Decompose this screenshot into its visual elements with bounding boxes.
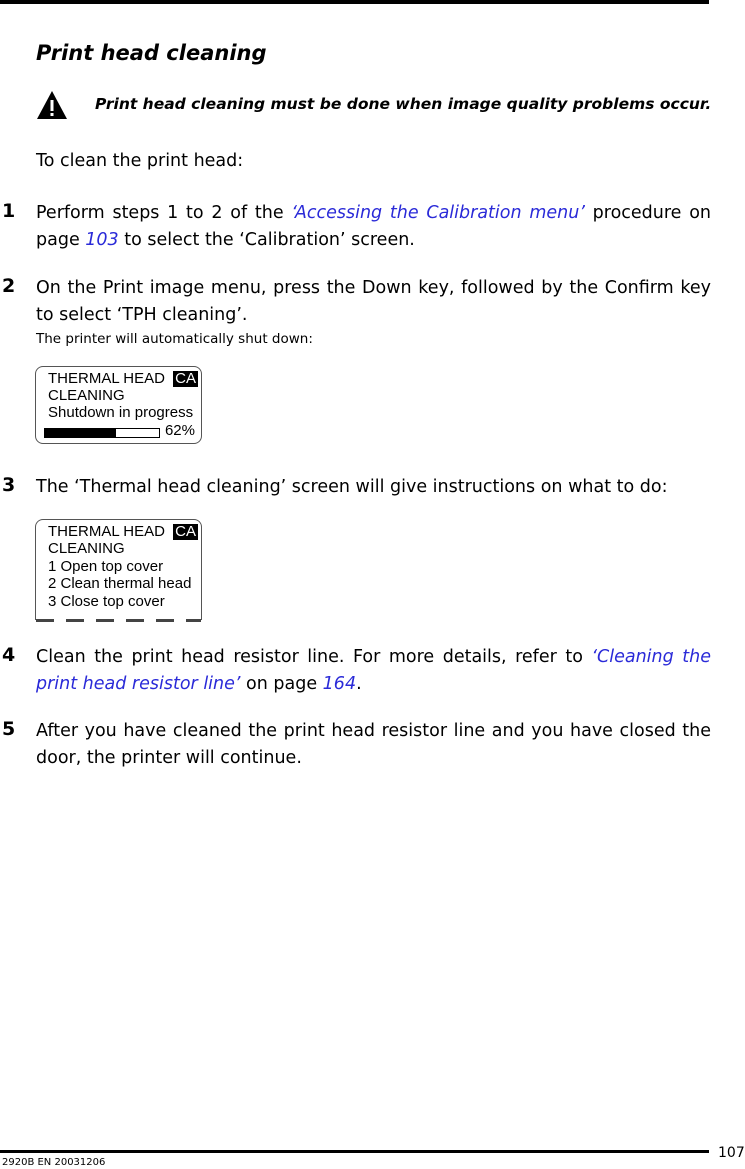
page-title: Print head cleaning [36, 41, 267, 65]
step-text-part: on page [240, 674, 323, 694]
step-text-part: Clean the print head resistor line. For more details, refer to [36, 647, 592, 667]
warning-text: Print head cleaning must be done when image quality problems occur. [95, 95, 712, 113]
lcd-line: THERMAL HEAD [48, 523, 165, 540]
step-text-part: Perform steps 1 to 2 of the [36, 203, 292, 223]
step-text-part: procedure on page [36, 203, 712, 250]
step-number: 1 [2, 200, 16, 222]
lcd-cut-edge [36, 619, 201, 622]
step-text [36, 200, 711, 254]
doc-code: 2920B EN 20031206 [2, 1157, 106, 1168]
progress-percent: 62% [164, 422, 195, 439]
page-164-link[interactable]: 164 [322, 674, 357, 694]
shutdown-note: The printer will automatically shut down: [36, 331, 313, 347]
step-number: 4 [2, 644, 16, 666]
intro-text: To clean the print head: [36, 151, 244, 171]
lcd-line: CLEANING [48, 387, 125, 404]
top-rule [0, 0, 709, 4]
lcd-line: 3 Close top cover [48, 593, 165, 610]
page-103-link[interactable]: 103 [85, 230, 119, 250]
lcd-shutdown-screen [35, 366, 202, 444]
lcd-instructions-screen [35, 519, 202, 620]
page-number: 107 [718, 1145, 745, 1161]
lcd-line: Shutdown in progress [48, 404, 194, 421]
cleaning-resistor-line-link[interactable]: ‘Cleaning the print head resistor line’ [36, 647, 711, 694]
lcd-line: CLEANING [48, 540, 125, 557]
warning-triangle-icon [36, 89, 68, 121]
lcd-line: 1 Open top cover [48, 558, 164, 575]
step-text: The ‘Thermal head cleaning’ screen will give instructions on what to do: [36, 477, 668, 497]
step-number: 5 [2, 718, 16, 740]
step-text-part: to select the ‘Calibration’ screen. [118, 230, 415, 250]
lcd-line: THERMAL HEAD [48, 370, 165, 387]
step-number: 2 [2, 275, 16, 297]
calibration-menu-link[interactable]: ‘Accessing the Calibration menu’ [291, 203, 585, 223]
shutdown-progress-bar [44, 428, 160, 438]
bottom-rule [0, 1150, 709, 1153]
step-text-part: . [356, 674, 362, 694]
lcd-line: 2 Clean thermal head [48, 575, 192, 592]
progress-fill [45, 429, 116, 437]
ca-badge: CA [175, 370, 196, 387]
step-text [36, 644, 711, 698]
step-text: On the Print image menu, press the Down key, followed by the Confirm key to select ‘TPH cleaning’. [36, 278, 711, 325]
step-number: 3 [2, 474, 16, 496]
ca-badge: CA [175, 523, 196, 540]
step-text: After you have cleaned the print head resistor line and you have closed the door, the printer will continue. [36, 721, 711, 768]
